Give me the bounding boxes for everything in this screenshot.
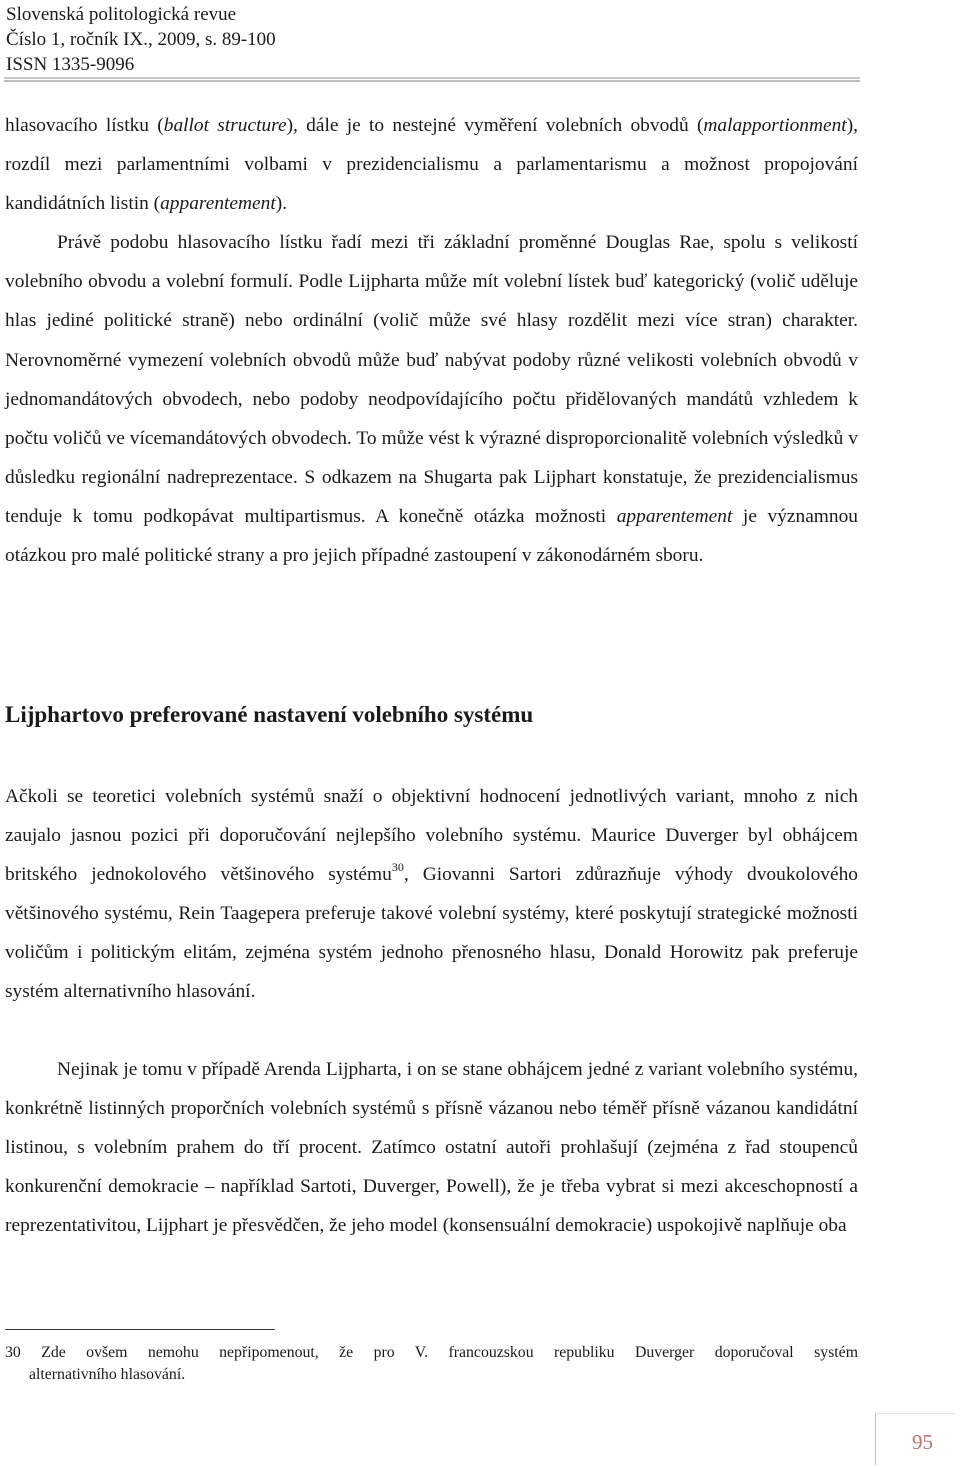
- text-run: ).: [275, 193, 288, 215]
- page-number: 95: [912, 1430, 933, 1454]
- issn: ISSN 1335-9096: [6, 54, 135, 75]
- body-paragraph-1: [5, 106, 858, 575]
- section-heading: Lijphartovo preferované nastavení volebního systému: [5, 702, 534, 727]
- footnote-divider: [5, 1329, 275, 1330]
- italic-term: apparentement: [616, 505, 733, 527]
- running-header: [6, 2, 276, 77]
- text-run: , Giovanni Sartori zdůrazňuje výhody dvoukolového většinového systému, Rein Taagepera preferuje takové volební systémy, které poskytují strategické možnosti voličům i politickým elitám, zejména systém jednoho přenosného hlasu, Donald Horowitz pak preferuje systém alternativního hlasování.: [5, 864, 858, 1003]
- text-run: je významnou otázkou pro malé politické strany a pro jejich případné zastoupení v zákonodárném sboru.: [5, 505, 858, 567]
- text-run: Právě podobu hlasovacího lístku řadí mezi tři základní proměnné Douglas Rae, spolu s velikostí volebního obvodu a volební formulí. Podle Lijpharta může mít volební lístek buď kategorický (volič uděluje hlas jediné politické straně) nebo ordinální (volič může své hlasy rozdělit mezi více stran) charakter. Nerovnoměrné vymezení volebních obvodů může buď nabývat podoby různé velikosti volebních obvodů v jednomandátových obvodech, nebo podoby neodpovídajícího počtu přidělovaných mandátů vzhledem k počtu voličů ve vícemandátových obvodech. To může vést k výrazné disproporcionalitě volebních výsledků v důsledku regionální nadreprezentace. S odkazem na Shugarta pak Lijphart konstatuje, že prezidencialismus tenduje k tomu podkopávat multipartismus. A konečně otázka možnosti: [5, 232, 858, 527]
- text-run: hlasovacího lístku (: [5, 115, 164, 136]
- text-run: Nejinak je tomu v případě Arenda Lijpharta, i on se stane obhájcem jedné z variant volebního systému, konkrétně listinných proporčních volebních systémů s přísně vázanou nebo téměř přísně vázanou kandidátní listinou, s volebním prahem do tří procent. Zatímco ostatní autoři prohlašují (zejména z řad stoupenců konkurenční demokracie – například Sartoti, Duverger, Powell), že je třeba vybrat si mezi akceschopností a reprezentativitou, Lijphart je přesvědčen, že jeho model (konsensuální demokracie) uspokojivě naplňuje oba: [5, 1059, 858, 1237]
- footnote-reference[interactable]: 30: [391, 860, 404, 875]
- footnote-line: alternativního hlasování.: [29, 1366, 186, 1383]
- journal-title: Slovenská politologická revue: [6, 4, 237, 25]
- page-number-box: [875, 1413, 955, 1465]
- body-paragraph-2: [5, 777, 858, 1012]
- text-run: ), rozdíl mezi parlamentními volbami v prezidencialismu a parlamentarismu a možnost propojování kandidátních listin (: [5, 115, 858, 215]
- issue-info: Číslo 1, ročník IX., 2009, s. 89-100: [6, 29, 276, 50]
- text-run: ), dále je to nestejné vyměření volebních obvodů (: [286, 115, 704, 136]
- footnote: [5, 1342, 858, 1386]
- italic-term: ballot structure: [163, 115, 287, 136]
- body-paragraph-3: [5, 1050, 858, 1245]
- header-divider: [4, 77, 860, 82]
- text-run: Ačkoli se teoretici volebních systémů snaží o objektivní hodnocení jednotlivých variant, mnoho z nich zaujalo jasnou pozici při doporučování nejlepšího volebního systému. Maurice Duverger byl obhájcem britského jednokolového většinového systému: [5, 786, 858, 886]
- italic-term: malapportionment: [703, 115, 847, 136]
- italic-term: apparentement: [160, 193, 276, 215]
- footnote-line: 30 Zde ovšem nemohu nepřipomenout, že pro V. francouzskou republiku Duverger doporučoval systém: [5, 1344, 858, 1361]
